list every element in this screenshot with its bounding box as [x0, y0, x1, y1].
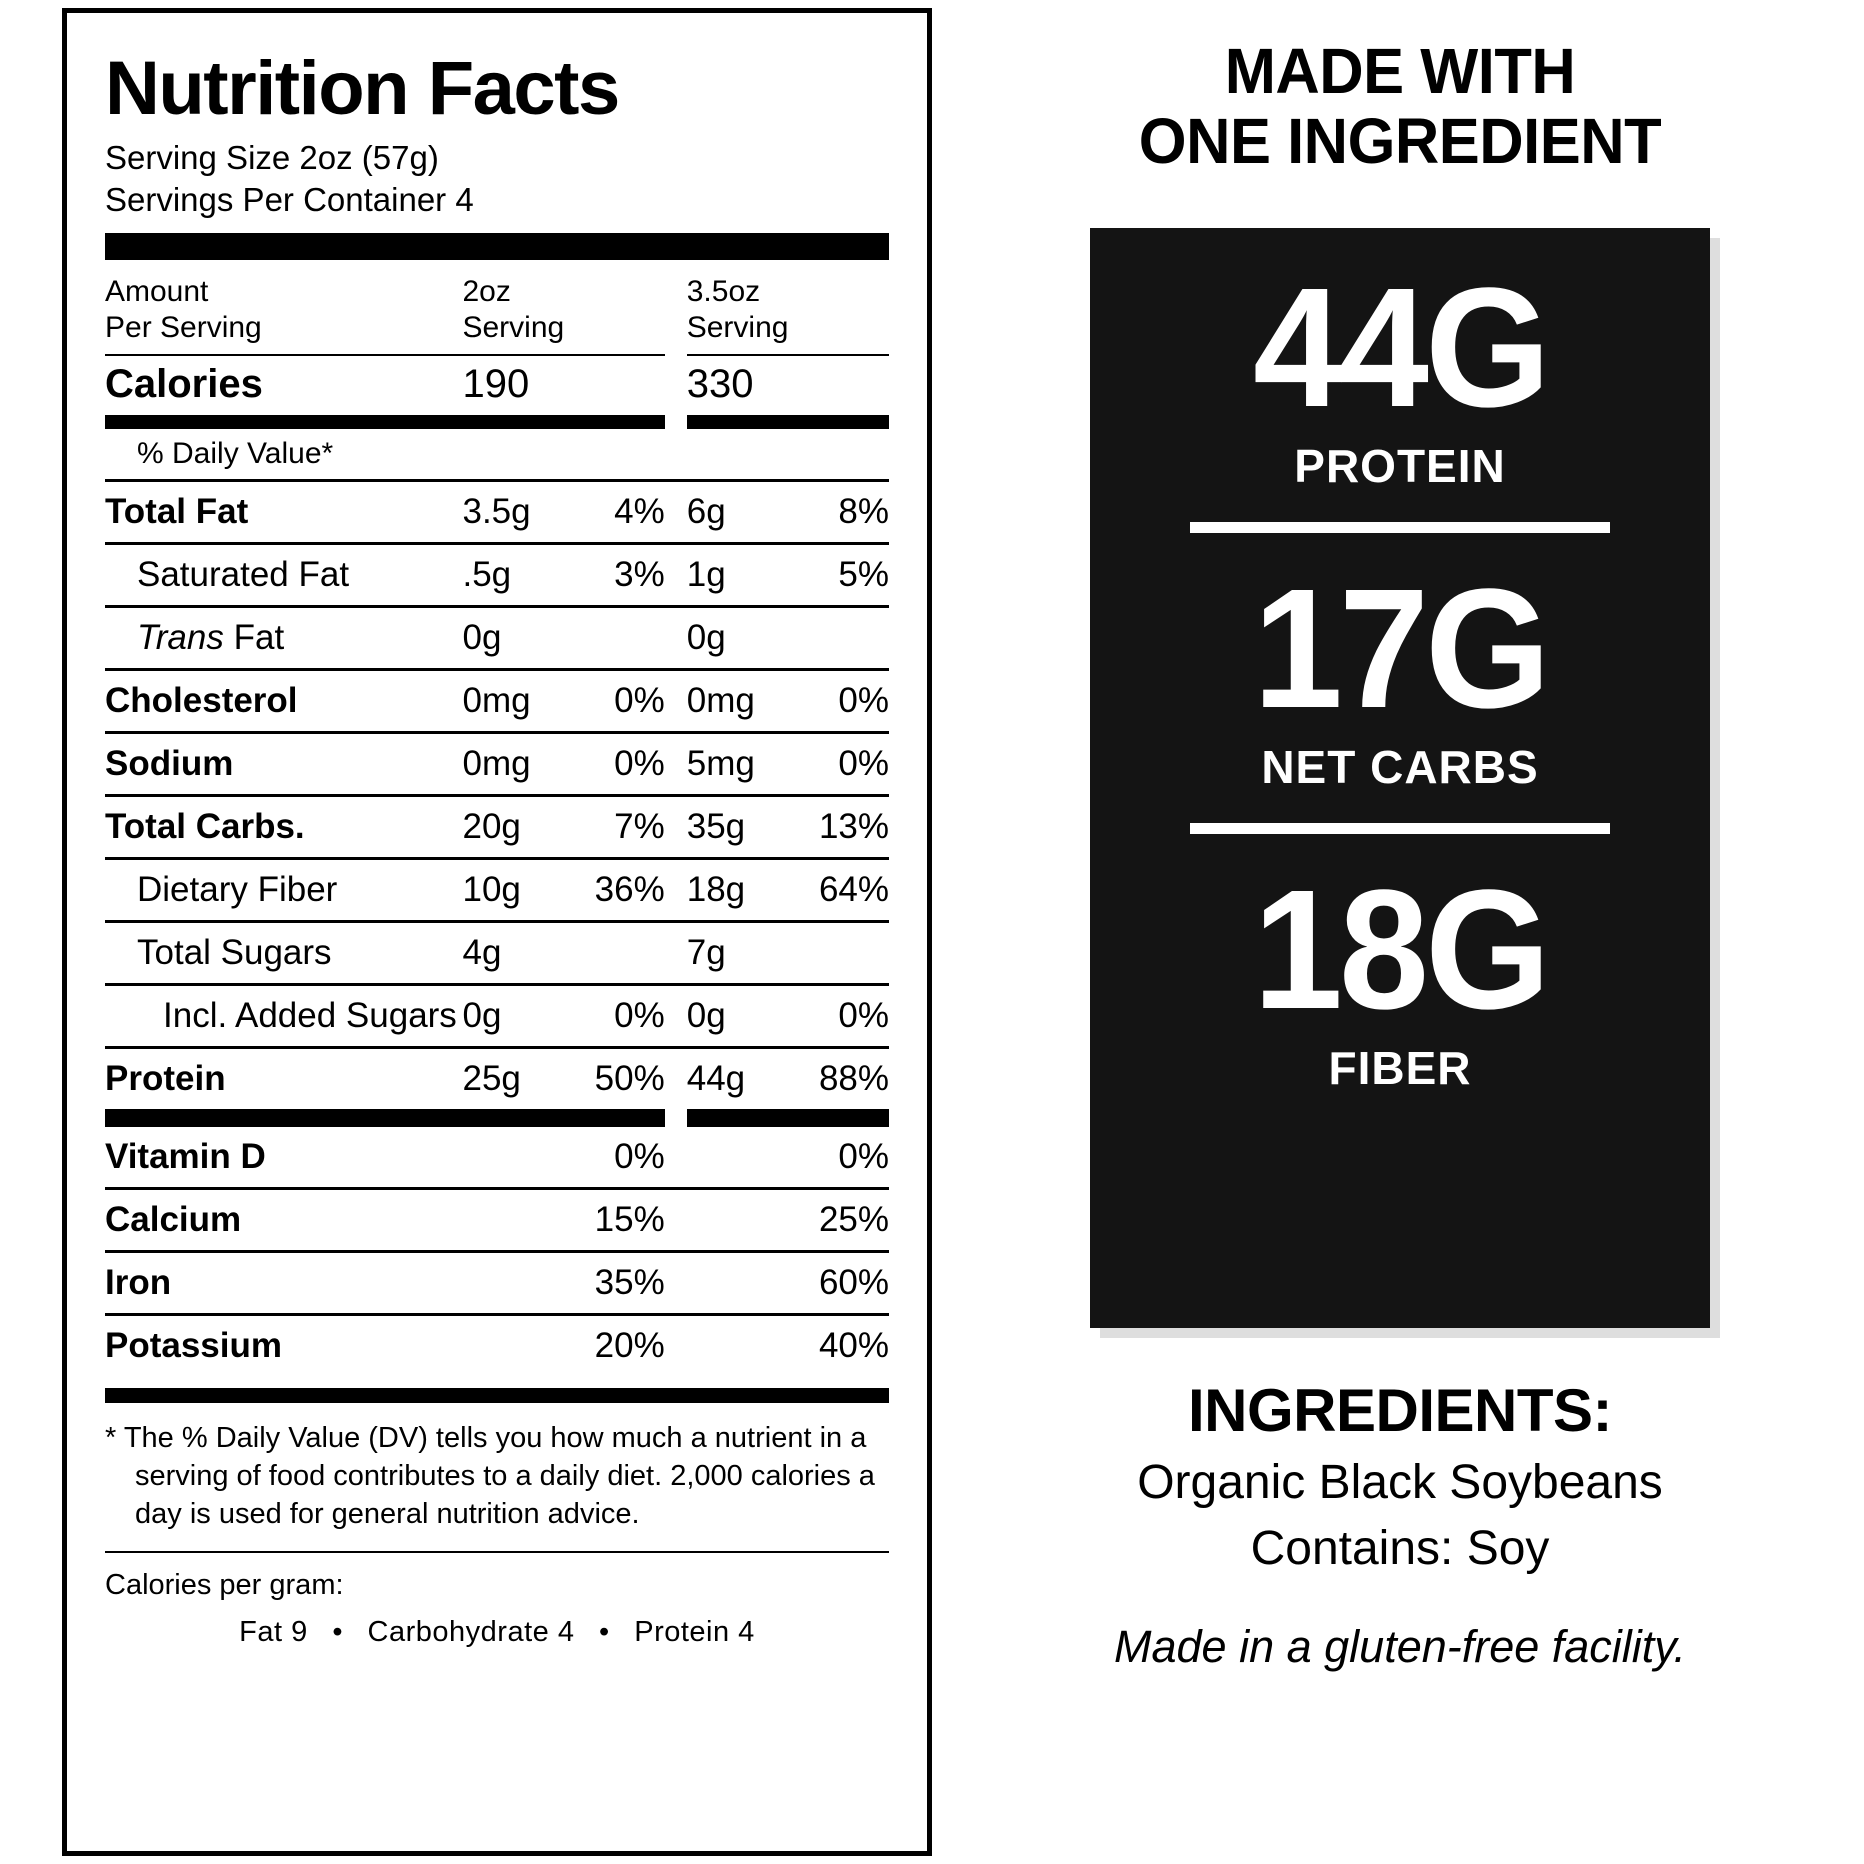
page-title: Nutrition Facts: [105, 46, 619, 131]
nutrient-percent-a: 0%: [564, 985, 687, 1048]
amount-label-line2: Per Serving: [105, 311, 262, 344]
nutrient-percent-a: 36%: [564, 859, 687, 922]
nutrient-value-a: 10g: [462, 859, 564, 922]
nutrient-name: Potassium: [105, 1326, 282, 1365]
stat-protein-label: PROTEIN: [1294, 440, 1506, 492]
nutrient-percent-b: 0%: [788, 733, 889, 796]
stat-fiber-label: FIBER: [1328, 1042, 1472, 1094]
stat-protein-value: 44G: [1253, 253, 1547, 443]
nutrition-table: [105, 260, 889, 1376]
nutrient-value-a: 0mg: [462, 670, 564, 733]
calories-row: [105, 356, 889, 415]
nutrient-name: [105, 607, 462, 670]
nutrient-name: Total Fat: [105, 481, 462, 544]
nutrient-percent-b: 8%: [788, 481, 889, 544]
nutrient-name: Total Sugars: [105, 922, 462, 985]
gluten-free-note: Made in a gluten-free facility.: [1114, 1621, 1686, 1672]
table-row: [105, 733, 889, 796]
calories-divider-b: [687, 415, 789, 429]
calories-divider-row: [105, 415, 889, 429]
table-row: [105, 1189, 889, 1252]
nutrient-value-a: .5g: [462, 544, 564, 607]
bullet-icon: •: [332, 1616, 343, 1648]
nutrient-name: Cholesterol: [105, 670, 462, 733]
nutrient-value-a: 4g: [462, 922, 564, 985]
calories-per-gram-values: [105, 1602, 889, 1649]
stat-fiber: [1090, 855, 1710, 1094]
serving-size: Serving Size 2oz (57g): [105, 139, 439, 176]
nutrient-name: Vitamin D: [105, 1127, 462, 1189]
trans-rest: Fat: [223, 618, 285, 657]
nutrient-percent-b: 0%: [788, 670, 889, 733]
nutrient-name: Incl. Added Sugars: [105, 985, 462, 1048]
headline-line1: MADE WITH: [1224, 35, 1576, 107]
table-row: [105, 985, 889, 1048]
divider-thick-top: [105, 233, 889, 260]
ingredients-line-1: Organic Black Soybeans: [1137, 1456, 1663, 1509]
cpg-carb: Carbohydrate 4: [367, 1616, 575, 1648]
cpg-fat: Fat 9: [239, 1616, 308, 1648]
vitamins-divider-a: [462, 1109, 564, 1127]
cpg-protein: Protein 4: [634, 1616, 755, 1648]
nutrient-name: Iron: [105, 1252, 462, 1315]
table-row: [105, 922, 889, 985]
amount-per-serving-header: [105, 260, 462, 354]
nutrient-percent-a: 0%: [564, 670, 687, 733]
calories-divider-a2: [564, 415, 665, 429]
table-row: [105, 859, 889, 922]
nutrient-percent-b: [788, 607, 889, 670]
calories-value-b: 330: [686, 362, 754, 406]
nutrient-percent-a: 15%: [564, 1189, 687, 1252]
stat-net-carbs: [1090, 554, 1710, 793]
nutrient-percent-b: 64%: [788, 859, 889, 922]
daily-value-header: % Daily Value*: [105, 429, 462, 481]
calories-divider-b2: [788, 415, 889, 429]
table-row: [105, 1048, 889, 1110]
table-row: [105, 796, 889, 859]
table-row: [105, 481, 889, 544]
ingredients-heading: INGREDIENTS:: [1187, 1377, 1613, 1444]
column-b-header: [687, 260, 889, 354]
ingredients-line-2: Contains: Soy: [1250, 1522, 1550, 1575]
nutrient-percent-a: 3%: [564, 544, 687, 607]
nutrient-name: Protein: [105, 1059, 226, 1098]
nutrition-facts-panel: [62, 8, 932, 1856]
daily-value-footnote: [105, 1403, 889, 1533]
nutrient-name: Saturated Fat: [105, 544, 462, 607]
bullet-icon: •: [599, 1616, 610, 1648]
divider-before-footnote: [105, 1388, 889, 1403]
nutrient-value-b: 0mg: [687, 670, 789, 733]
nutrient-percent-b: 88%: [818, 1059, 889, 1098]
nutrient-value-a: 0mg: [462, 733, 564, 796]
nutrient-value-b: 18g: [687, 859, 789, 922]
nutrient-value-b: 0g: [687, 607, 789, 670]
nutrient-percent-b: 60%: [788, 1252, 889, 1315]
stat-divider-2: [1190, 823, 1610, 834]
table-row: [105, 670, 889, 733]
column-a-line2: Serving: [462, 311, 565, 344]
nutrient-percent-b: 40%: [818, 1326, 889, 1365]
nutrient-name: Sodium: [105, 733, 462, 796]
stat-protein: [1090, 253, 1710, 492]
headline-line2: ONE INGREDIENT: [1138, 105, 1662, 177]
calories-per-gram-label: Calories per gram:: [105, 1569, 344, 1601]
table-row: [105, 607, 889, 670]
headline: [978, 0, 1823, 176]
servings-per-container: Servings Per Container 4: [105, 181, 474, 218]
nutrient-value-a: 0g: [462, 985, 564, 1048]
nutrient-value-a: 25g: [462, 1059, 521, 1098]
nutrient-percent-a: 0%: [564, 1127, 687, 1189]
stats-box: [1090, 228, 1710, 1328]
vitamins-divider-b2: [788, 1109, 889, 1127]
nutrient-percent-a: 50%: [594, 1059, 665, 1098]
nutrient-percent-b: 0%: [788, 1127, 889, 1189]
nutrient-name: Total Carbs.: [105, 796, 462, 859]
nutrient-percent-b: 13%: [788, 796, 889, 859]
nutrient-value-b: 1g: [687, 544, 789, 607]
nutrient-name: Calcium: [105, 1189, 462, 1252]
nutrient-percent-a: [564, 607, 687, 670]
calories-value-a: 190: [462, 362, 530, 406]
nutrient-percent-a: [564, 922, 687, 985]
nutrient-percent-b: 0%: [788, 985, 889, 1048]
table-row: [105, 1127, 889, 1189]
vitamins-divider-b: [687, 1109, 789, 1127]
stat-fiber-value: 18G: [1253, 855, 1547, 1045]
daily-value-header-row: [105, 429, 889, 481]
nutrient-value-b: 5mg: [687, 733, 789, 796]
table-row: [105, 544, 889, 607]
nutrient-value-a: 20g: [462, 796, 564, 859]
nutrient-percent-a: 7%: [564, 796, 687, 859]
table-header-row: [105, 260, 889, 354]
table-row: [105, 1315, 889, 1377]
column-b-line2: Serving: [686, 311, 789, 344]
nutrient-percent-b: 25%: [788, 1189, 889, 1252]
nutrient-percent-b: 5%: [788, 544, 889, 607]
vitamins-divider-a2: [564, 1109, 665, 1127]
marketing-panel: [960, 0, 1840, 1864]
stat-net-carbs-value: 17G: [1253, 554, 1547, 744]
nutrient-value-b: 0g: [687, 985, 789, 1048]
nutrient-value-b: 35g: [687, 796, 789, 859]
vitamins-divider-row: [105, 1109, 889, 1127]
stat-net-carbs-label: NET CARBS: [1261, 741, 1539, 793]
table-row: [105, 1252, 889, 1315]
trans-italic: Trans: [137, 618, 224, 657]
nutrient-value-b: 44g: [686, 1059, 746, 1098]
nutrient-value-a: 0g: [462, 607, 564, 670]
nutrient-percent-a: 4%: [564, 481, 687, 544]
nutrient-percent-b: [788, 922, 889, 985]
daily-value-footnote-text: * The % Daily Value (DV) tells you how much a nutrient in a serving of food contributes to a daily diet. 2,000 calories a day is used for general nutrition advice.: [105, 1422, 875, 1530]
column-b-line1: 3.5oz: [686, 275, 761, 308]
stat-divider-1: [1190, 522, 1610, 533]
nutrient-percent-a: 20%: [594, 1326, 665, 1365]
calories-divider-a: [462, 415, 564, 429]
nutrient-percent-a: 0%: [564, 733, 687, 796]
calories-label: Calories: [105, 362, 263, 406]
vitamins-divider-name: [105, 1109, 462, 1127]
nutrient-value-b: 6g: [687, 481, 789, 544]
column-a-line1: 2oz: [462, 275, 511, 308]
amount-label-line1: Amount: [105, 275, 209, 308]
nutrient-name: Dietary Fiber: [105, 859, 462, 922]
nutrient-value-a: 3.5g: [462, 481, 564, 544]
calories-divider-name: [105, 415, 462, 429]
nutrient-value-b: 7g: [687, 922, 789, 985]
nutrient-percent-a: 35%: [564, 1252, 687, 1315]
column-a-header: [462, 260, 686, 354]
